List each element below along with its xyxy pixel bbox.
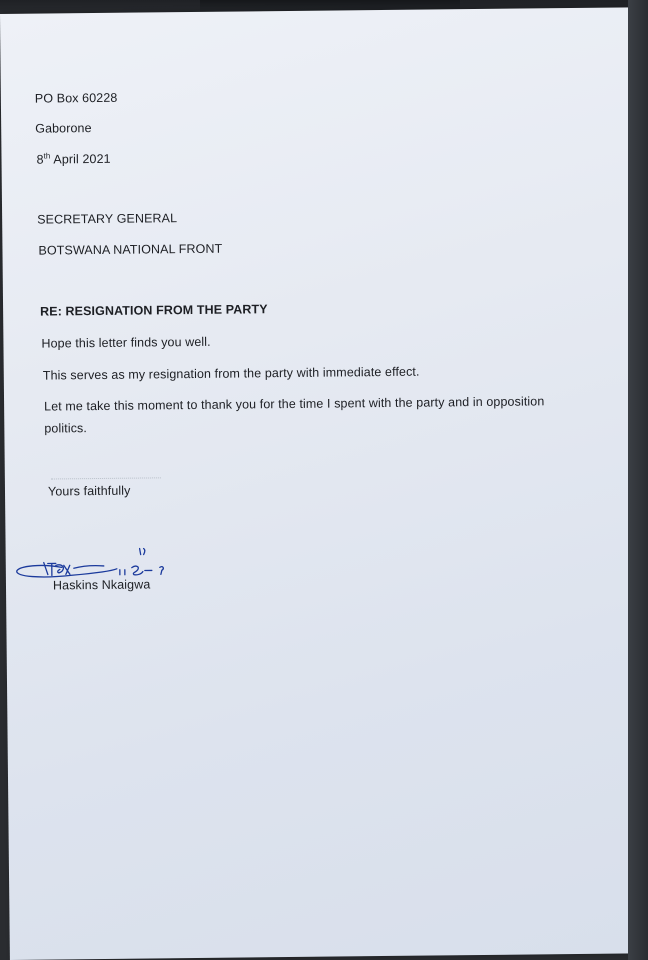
letter-page <box>0 7 644 960</box>
date-day: 8 <box>36 152 44 167</box>
date-suffix: th <box>43 151 51 161</box>
date-rest: April 2021 <box>53 151 111 167</box>
body-greeting: Hope this letter finds you well. <box>41 334 211 351</box>
body-paragraph2-line1: Let me take this moment to thank you for the time I spent with the party and in opposition <box>44 394 545 414</box>
sender-address-line2: Gaborone <box>35 121 92 136</box>
body-paragraph1: This serves as my resignation from the party with immediate effect. <box>42 364 420 383</box>
recipient-organization: BOTSWANA NATIONAL FRONT <box>38 241 223 258</box>
sender-address-line1: PO Box 60228 <box>34 90 118 106</box>
recipient-title: SECRETARY GENERAL <box>37 211 178 227</box>
closing: Yours faithfully <box>47 483 131 499</box>
letter-subject: RE: RESIGNATION FROM THE PARTY <box>40 302 268 319</box>
signatory-name: Haskins Nkaigwa <box>52 577 151 593</box>
body-paragraph2-line2: politics. <box>44 421 88 436</box>
faint-dotted-line <box>51 477 161 483</box>
page-edge-shadow <box>628 0 648 960</box>
letter-date <box>36 151 110 167</box>
